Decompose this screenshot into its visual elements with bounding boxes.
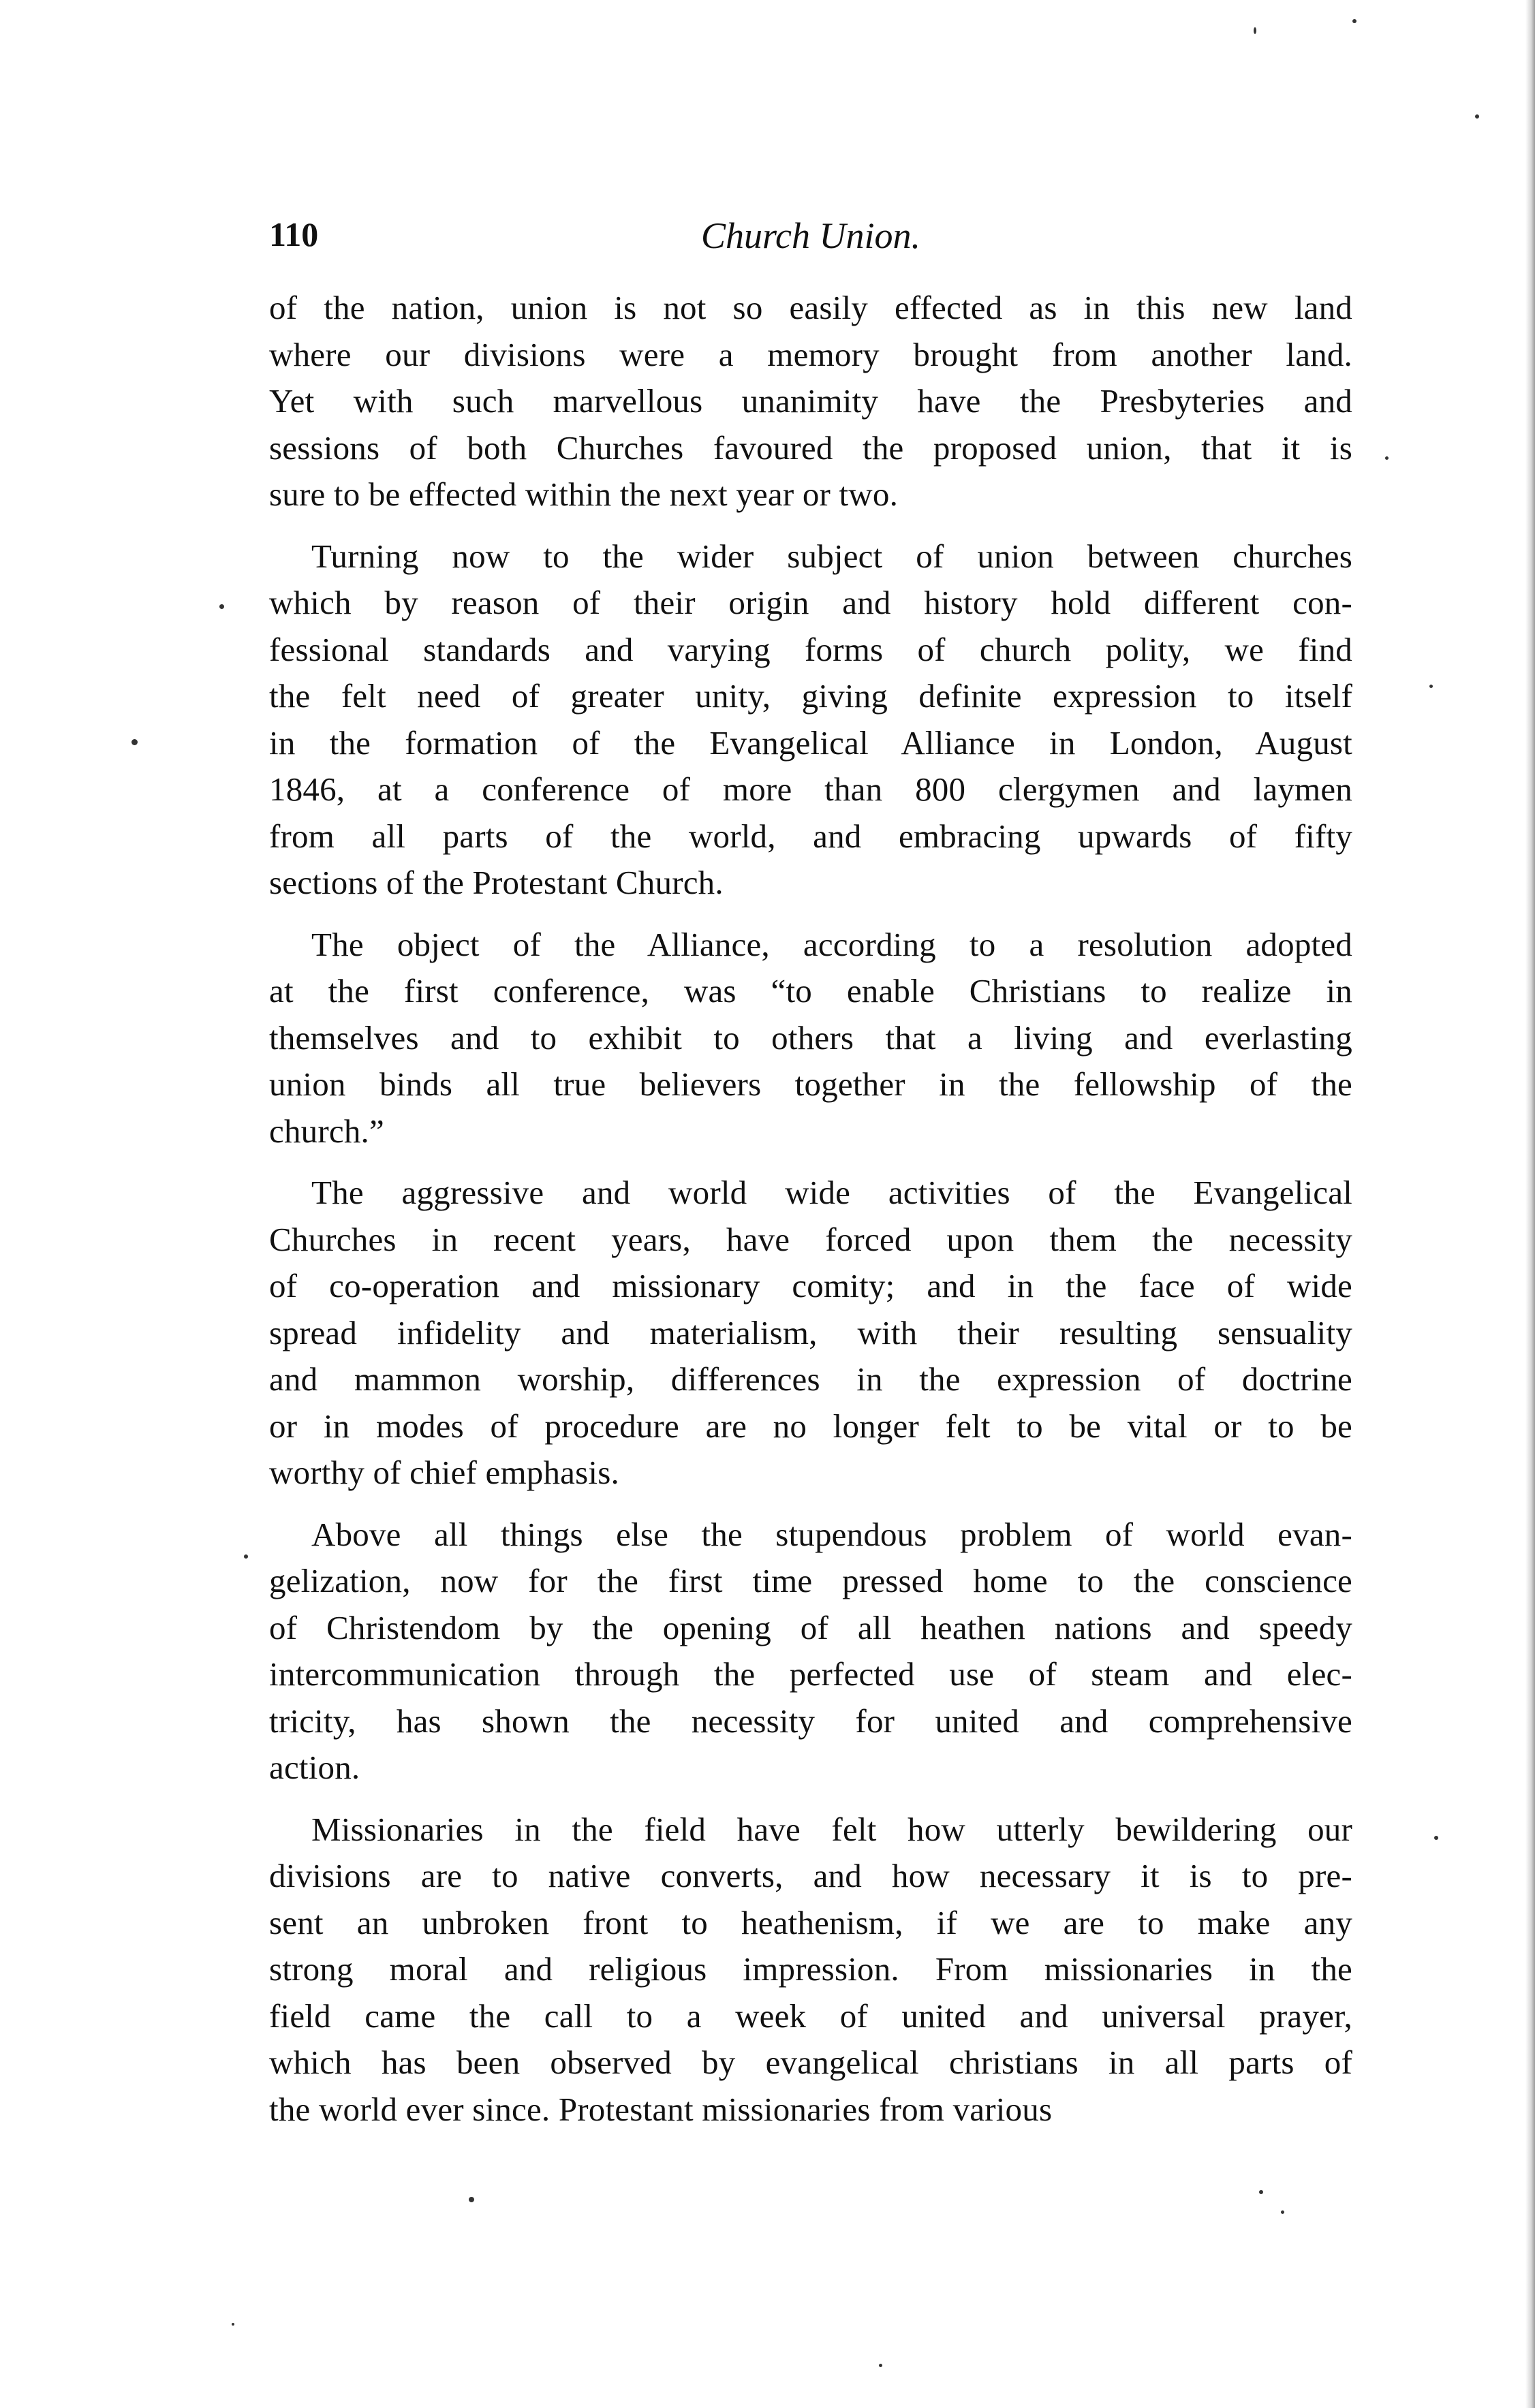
scan-speck [131,739,138,745]
text-line: sure to be effected within the next year or two. [269,475,899,513]
text-line: of co-operation and missionary comity; and in the face of wide [269,1267,1352,1304]
paragraph [269,1170,1352,1497]
paragraph-gap [269,907,1352,922]
text-line: from all parts of the world, and embracing upwards of fifty [269,817,1352,855]
text-line: 1846, at a conference of more than 800 clergymen and laymen [269,770,1352,808]
paragraph-gap [269,1792,1352,1807]
text-line: or in modes of procedure are no longer felt to be vital or to be [269,1407,1352,1445]
text-line: Churches in recent years, have forced upon them the necessity [269,1220,1352,1258]
scan-speck [219,604,224,609]
text-line: spread infidelity and materialism, with their resulting sensuality [269,1313,1352,1351]
text-line: strong moral and religious impression. From missionaries in the [269,1950,1352,1988]
text-line: of Christendom by the opening of all heathen nations and speedy [269,1608,1352,1646]
paragraph-gap [269,1155,1352,1170]
scan-speck [1429,685,1433,688]
text-line: church.” [269,1112,384,1150]
scan-speck [879,2364,882,2367]
scan-speck [1259,2190,1263,2194]
text-line: action. [269,1749,360,1786]
scan-speck [1281,2210,1284,2214]
text-line: Missionaries in the field have felt how utterly bewildering our [311,1810,1352,1848]
paragraph [269,922,1352,1155]
scan-speck [1254,27,1256,34]
scan-speck [1385,456,1389,460]
paragraph [269,285,1352,518]
text-line: the world ever since. Protestant missionaries from various [269,2090,1053,2128]
text-line: sessions of both Churches favoured the proposed union, that it is [269,428,1352,467]
text-line: fessional standards and varying forms of church polity, we find [269,630,1352,668]
text-line: The aggressive and world wide activities of the Evangelical [311,1174,1352,1211]
paragraph-gap [269,518,1352,533]
scan-speck [469,2197,474,2202]
scan-speck [232,2323,234,2326]
text-line: gelization, now for the first time pressed home to the conscience [269,1562,1352,1599]
text-line: sections of the Protestant Church. [269,864,724,901]
text-line: Above all things else the stupendous problem of world evan- [311,1515,1352,1553]
text-line: divisions are to native converts, and how necessary it is to pre- [269,1857,1352,1894]
text-line: of the nation, union is not so easily effected as in this new land [269,289,1352,326]
scan-speck [1434,1836,1438,1840]
text-line: Turning now to the wider subject of union between churches [311,537,1352,575]
scan-edge-shadow [1525,0,1535,2408]
paragraph [269,1512,1352,1792]
paragraph [269,1807,1352,2133]
scan-speck [1475,114,1479,119]
scan-speck [1352,19,1356,23]
text-line: worthy of chief emphasis. [269,1454,619,1491]
paragraph-gap [269,1497,1352,1512]
text-line: The object of the Alliance, according to a resolution adopted [311,925,1352,963]
text-line: union binds all true believers together in the fellowship of the [269,1065,1352,1103]
paragraph [269,533,1352,907]
text-line: themselves and to exhibit to others that a living and everlasting [269,1018,1352,1057]
text-line: sent an unbroken front to heathenism, if we are to make any [269,1903,1352,1941]
page-header [269,215,1352,262]
text-line: Yet with such marvellous unanimity have the Presbyteries and [269,382,1352,420]
text-line: where our divisions were a memory brought from another land. [269,335,1352,373]
text-line: and mammon worship, differences in the expression of doctrine [269,1360,1352,1398]
text-line: which has been observed by evangelical christians in all parts of [269,2044,1352,2081]
text-line: in the formation of the Evangelical Alliance in London, August [269,723,1352,762]
scan-speck [244,1554,248,1559]
text-line: tricity, has shown the necessity for united and comprehensive [269,1702,1352,1740]
text-line: field came the call to a week of united and universal prayer, [269,1997,1352,2035]
text-line: the felt need of greater unity, giving definite expression to itself [269,677,1352,715]
running-title: Church Union. [701,215,920,256]
text-line: intercommunication through the perfected use of steam and elec- [269,1655,1352,1693]
text-line: which by reason of their origin and history hold different con- [269,584,1352,621]
page-number: 110 [269,215,319,253]
body-text [269,285,1352,2133]
text-line: at the first conference, was “to enable Christians to realize in [269,972,1352,1010]
